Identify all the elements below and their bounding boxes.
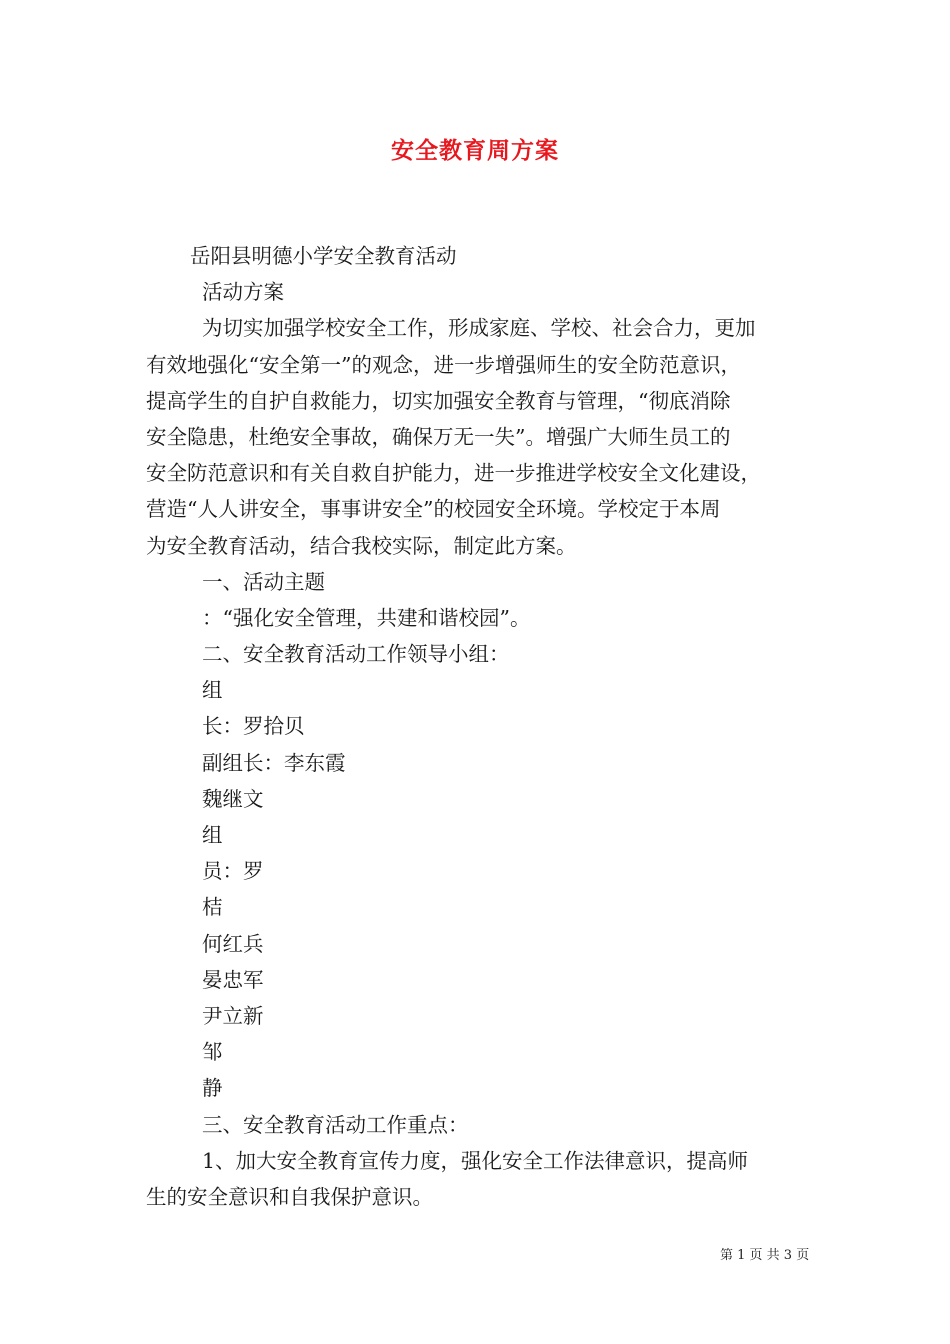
- body-line: 晏忠军: [202, 967, 264, 992]
- body-line: 安全隐患，杜绝安全事故，确保万无一失”。增强广大师生员工的: [146, 424, 731, 449]
- body-line: 邹: [202, 1040, 223, 1065]
- body-line: 员：罗: [202, 859, 264, 884]
- document-body: [146, 238, 816, 1215]
- body-line: 桔: [202, 895, 223, 920]
- body-line: 为切实加强学校安全工作，形成家庭、学校、社会合力，更加: [202, 316, 756, 341]
- body-line: 提高学生的自护自救能力，切实加强安全教育与管理，“彻底消除: [146, 388, 731, 413]
- body-line: 1、加大安全教育宣传力度，强化安全工作法律意识，提高师: [202, 1148, 749, 1173]
- body-line: 副组长：李东霞: [202, 750, 346, 775]
- body-line: 为安全教育活动，结合我校实际，制定此方案。: [146, 533, 577, 558]
- body-line: 组: [202, 678, 223, 703]
- body-line: 活动方案: [202, 280, 284, 305]
- section-heading: 二、安全教育活动工作领导小组：: [202, 642, 510, 667]
- body-line: 有效地强化“安全第一”的观念，进一步增强师生的安全防范意识，: [146, 352, 741, 377]
- body-line: 长：罗拾贝: [202, 714, 305, 739]
- body-line: 尹立新: [202, 1003, 264, 1028]
- page-footer: 第 1 页 共 3 页: [720, 1248, 810, 1263]
- body-line: 安全防范意识和有关自救自护能力，进一步推进学校安全文化建设，: [146, 461, 761, 486]
- body-line: 静: [202, 1076, 223, 1101]
- document-title: 安全教育周方案: [391, 137, 559, 164]
- section-heading: 三、安全教育活动工作重点：: [202, 1112, 469, 1137]
- body-line: 岳阳县明德小学安全教育活动: [190, 244, 457, 268]
- body-line: 魏继文: [202, 786, 264, 811]
- body-line: 组: [202, 823, 223, 847]
- body-line: ：“强化安全管理，共建和谐校园”。: [202, 605, 531, 630]
- section-heading: 一、活动主题: [202, 569, 325, 594]
- body-line: 营造“人人讲安全，事事讲安全”的校园安全环境。学校定于本周: [146, 497, 721, 522]
- body-line: 何红兵: [202, 931, 264, 956]
- body-line: 生的安全意识和自我保护意识。: [146, 1184, 433, 1209]
